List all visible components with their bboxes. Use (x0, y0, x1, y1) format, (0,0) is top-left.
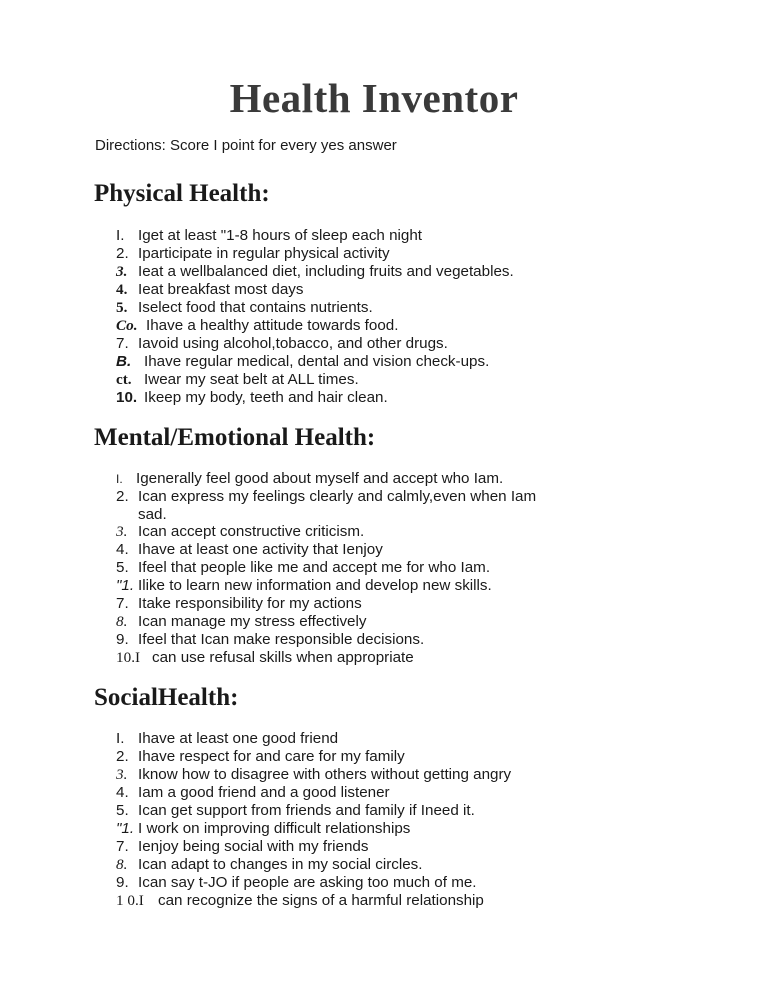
list-item (116, 281, 303, 299)
item-number: 7. (116, 595, 129, 612)
item-text: Ihave a healthy attitude towards food. (146, 317, 399, 334)
item-number: ct. (116, 371, 132, 388)
list-item (116, 541, 383, 559)
list-item (116, 488, 536, 506)
item-text: Ifeel that people like me and accept me for who Iam. (138, 559, 491, 576)
item-number: 3. (116, 523, 128, 540)
item-number: 8. (116, 856, 128, 873)
item-number: "1. (116, 820, 135, 837)
list-item (116, 559, 490, 577)
list-item (116, 227, 422, 245)
list-item (116, 389, 388, 407)
item-number: 3. (116, 766, 128, 783)
list-item (116, 874, 477, 892)
item-number: 2. (116, 748, 129, 765)
item-number: 10.I (116, 649, 141, 666)
item-text: Iknow how to disagree with others without getting angry (138, 766, 512, 783)
list-item (116, 470, 503, 488)
list-item (116, 335, 448, 353)
item-number: 2. (116, 488, 129, 505)
list-item (116, 631, 424, 649)
item-number: Co. (116, 317, 138, 334)
item-text: Ihave at least one good friend (138, 730, 339, 747)
item-text: Ieat a wellbalanced diet, including fruits and vegetables. (138, 263, 514, 280)
item-text: Ican manage my stress effectively (138, 613, 367, 630)
item-number: 5. (116, 299, 128, 316)
section-heading-social: SocialHealth: (94, 684, 239, 711)
item-number: 1 0.I (116, 892, 144, 909)
item-text: Ilike to learn new information and develop new skills. (138, 577, 492, 594)
item-number: 10. (116, 389, 138, 406)
list-item (116, 577, 492, 595)
item-text: Ihave regular medical, dental and vision check-ups. (144, 353, 490, 370)
item-text: Itake responsibility for my actions (138, 595, 362, 612)
item-number: 5. (116, 802, 129, 819)
item-text: Iparticipate in regular physical activity (138, 245, 390, 262)
list-item (116, 595, 362, 613)
item-text: Ihave respect for and care for my family (138, 748, 405, 765)
item-number: 4. (116, 281, 128, 298)
page-title: Health Inventor (229, 75, 519, 121)
list-item (116, 838, 368, 856)
item-number: 7. (116, 838, 129, 855)
item-number: 4. (116, 784, 129, 801)
list-item (116, 748, 405, 766)
list-item (116, 523, 364, 541)
list-item (116, 613, 366, 631)
list-item (116, 802, 475, 820)
item-number: I. (116, 730, 125, 747)
item-text: Ican get support from friends and family if Ineed it. (138, 802, 475, 819)
item-text: Ienjoy being social with my friends (138, 838, 369, 855)
item-number: 3. (116, 263, 128, 280)
item-text: Ican express my feelings clearly and calmly,even when Iam (138, 488, 537, 505)
section-heading-physical: Physical Health: (94, 180, 270, 207)
section-heading-mental: Mental/Emotional Health: (94, 424, 376, 451)
item-text: Iavoid using alcohol,tobacco, and other drugs. (138, 335, 448, 352)
item-text: I work on improving difficult relationships (138, 820, 411, 837)
item-text: Iam a good friend and a good listener (138, 784, 390, 801)
item-text: Igenerally feel good about myself and accept who Iam. (136, 470, 504, 487)
list-item (116, 649, 414, 667)
item-text: Iget at least "1-8 hours of sleep each night (138, 227, 423, 244)
list-item (116, 856, 422, 874)
list-item (116, 245, 390, 263)
item-number: 7. (116, 335, 129, 352)
list-item (116, 371, 359, 389)
item-number: I. (116, 227, 125, 244)
item-number: 2. (116, 245, 129, 262)
item-text: Ican say t-JO if people are asking too much of me. (138, 874, 477, 891)
item-number: B. (116, 353, 132, 370)
item-text: Ican adapt to changes in my social circles. (138, 856, 423, 873)
item-text: Iwear my seat belt at ALL times. (144, 371, 359, 388)
item-text: Ieat breakfast most days (138, 281, 304, 298)
list-item (116, 784, 390, 802)
list-item (116, 820, 410, 838)
item-number: "1. (116, 577, 135, 594)
list-item (116, 353, 489, 371)
item-text: Ihave at least one activity that Ienjoy (138, 541, 383, 558)
item-number: 8. (116, 613, 128, 630)
item-number: I. (116, 472, 123, 486)
directions-text: Directions: Score I point for every yes answer (95, 137, 397, 154)
item-number: 9. (116, 874, 129, 891)
list-item (116, 263, 514, 281)
list-item (116, 730, 338, 748)
list-item (116, 766, 511, 784)
item-number: 9. (116, 631, 129, 648)
list-item (116, 892, 484, 910)
item-text: Ifeel that Ican make responsible decisions. (138, 631, 425, 648)
item-text: Ikeep my body, teeth and hair clean. (144, 389, 388, 406)
list-item-continuation: sad. (138, 506, 167, 523)
item-text: Ican accept constructive criticism. (138, 523, 365, 540)
item-number: 5. (116, 559, 129, 576)
list-item (116, 299, 373, 317)
item-number: 4. (116, 541, 129, 558)
list-item (116, 317, 398, 335)
item-text: can recognize the signs of a harmful relationship (158, 892, 484, 909)
item-text: can use refusal skills when appropriate (152, 649, 414, 666)
item-text: Iselect food that contains nutrients. (138, 299, 373, 316)
